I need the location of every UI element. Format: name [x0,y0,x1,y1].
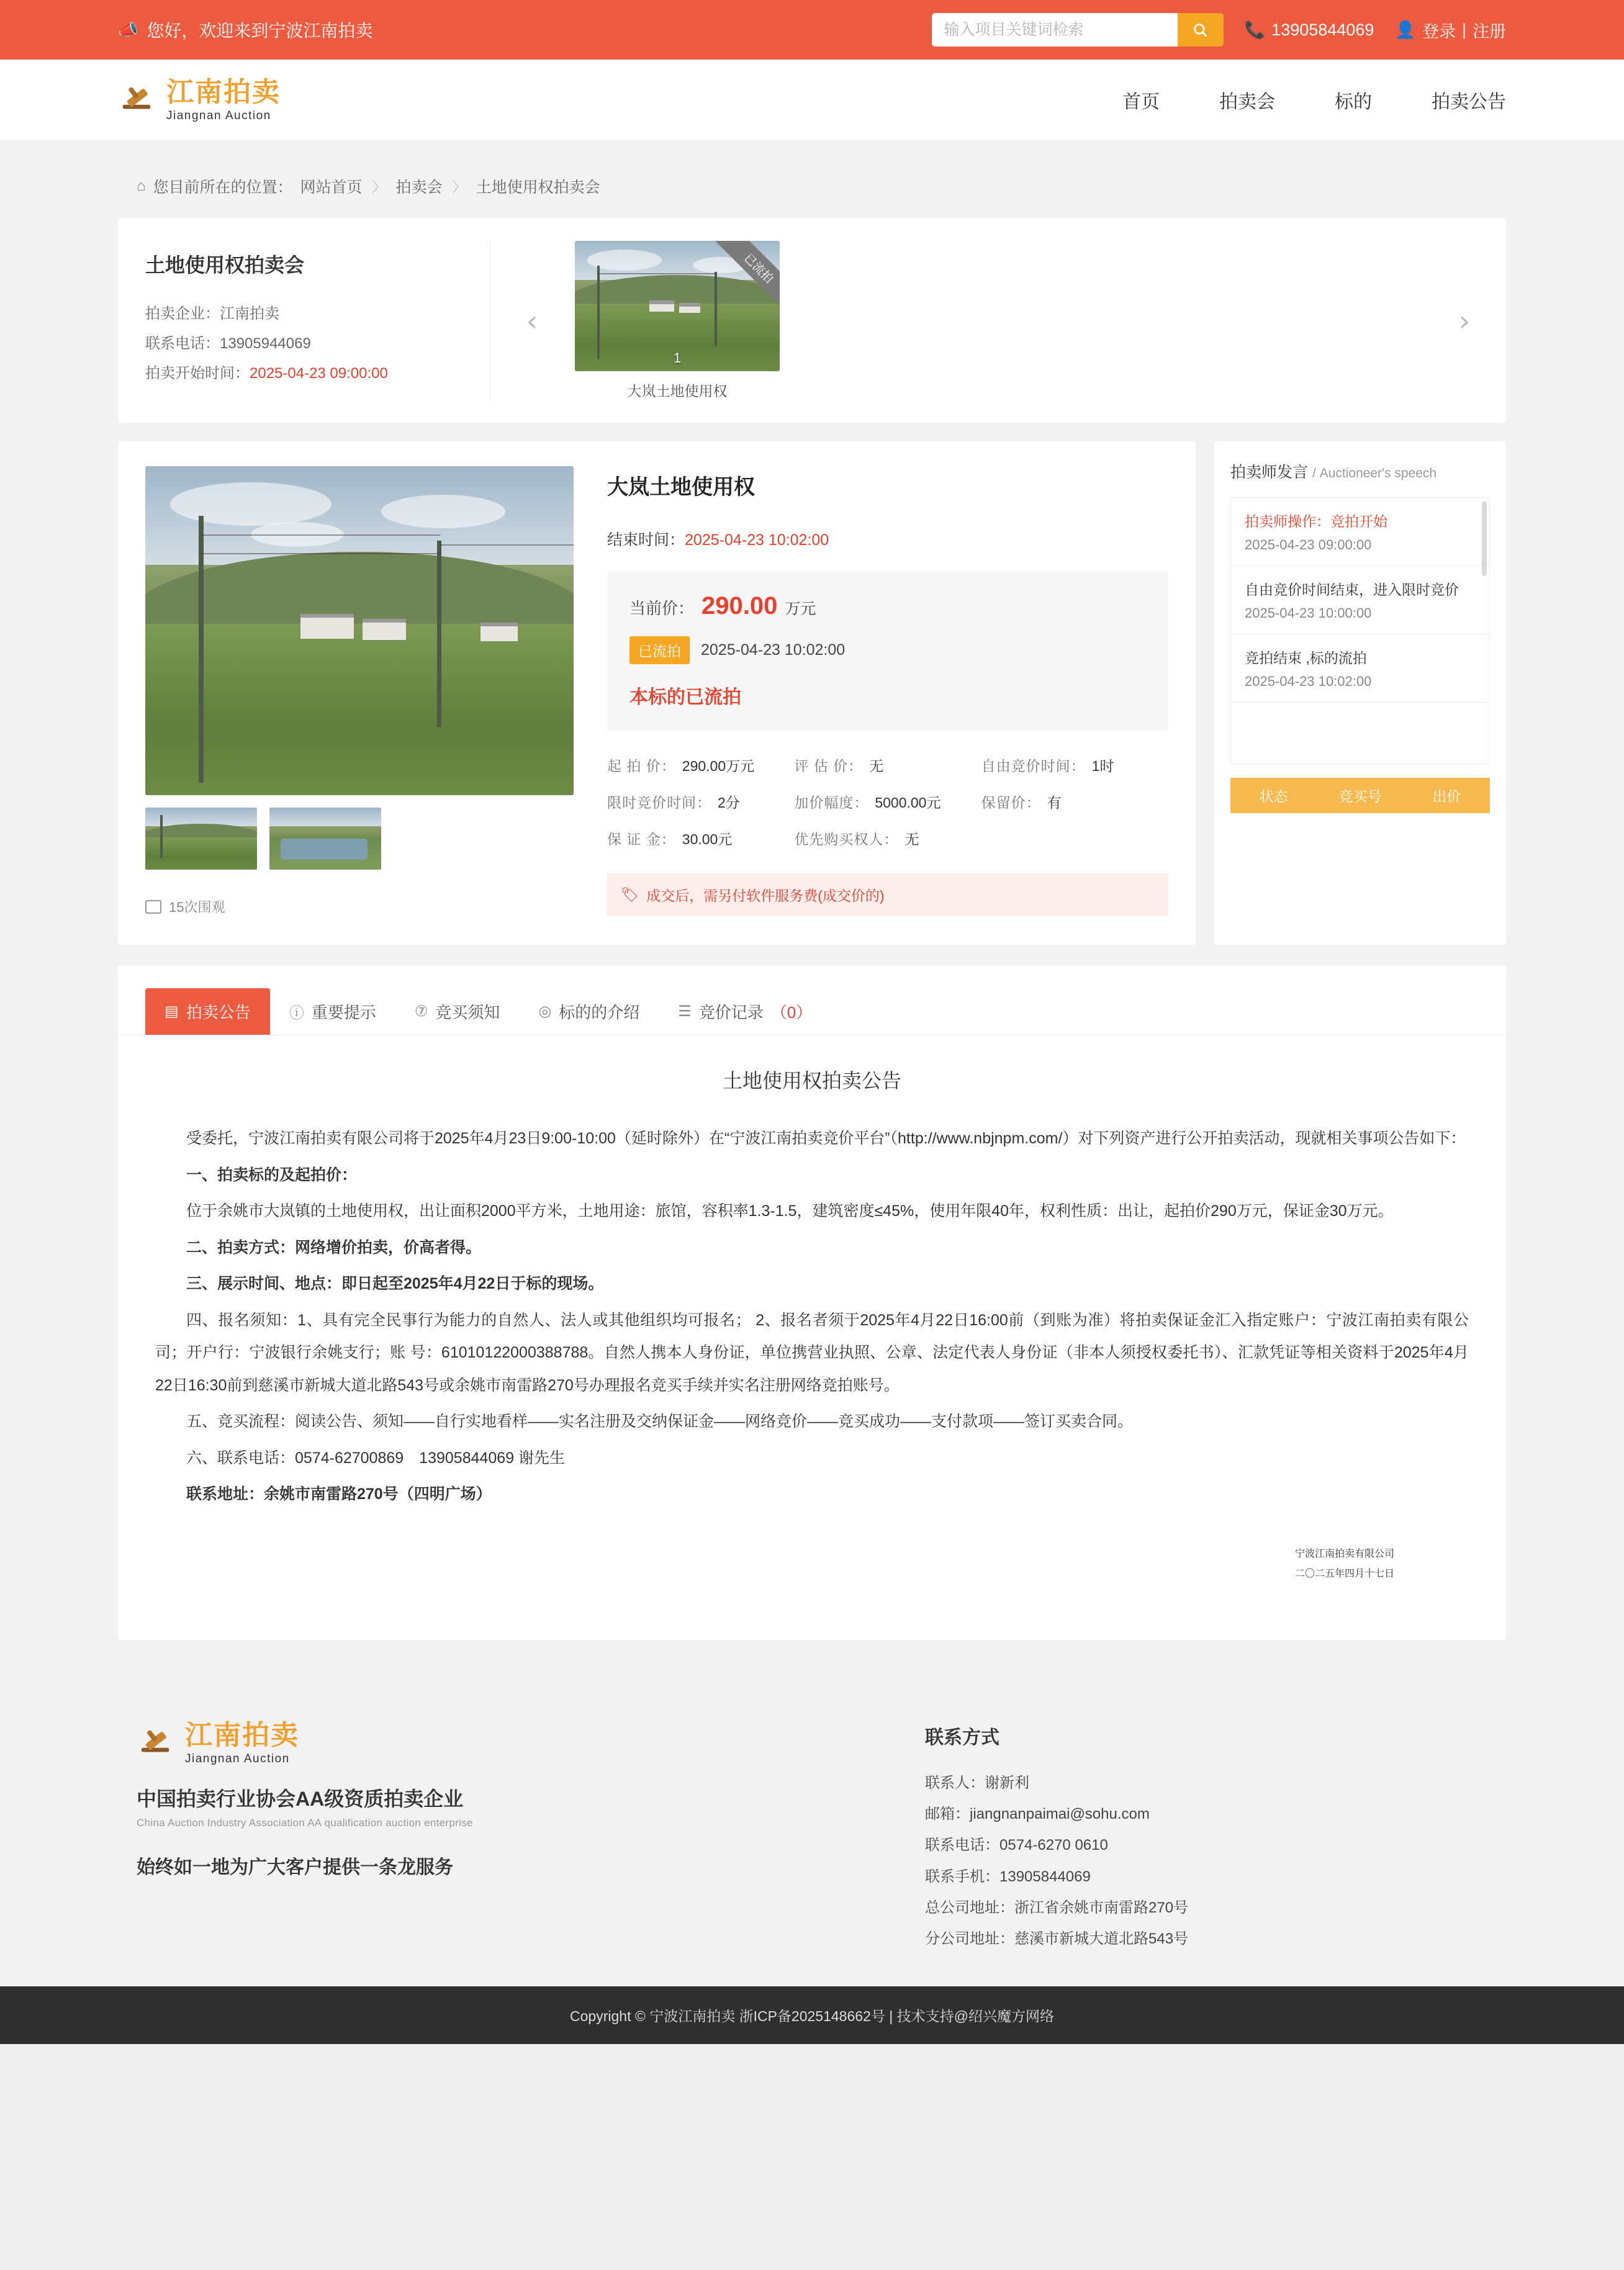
thumb-strip [575,241,780,400]
tab-bid-records[interactable] [659,988,831,1035]
breadcrumb-item-current: 土地使用权拍卖会 [476,179,600,196]
announcement-paragraph: 三、展示时间、地点：即日起至2025年4月22日于标的现场。 [186,1275,604,1292]
footer-contact-person: 联系人：谢新利 [925,1774,1029,1791]
tab-bidder-guide[interactable] [395,988,520,1035]
account-separator: | [1461,20,1466,39]
announcement-paragraph: 位于余姚市大岚镇的土地使用权，出让面积2000平方米，土地用途：旅馆，容积率1.3-1.5，建筑密度≤45%，使用年限40年，权利性质：出让，起拍价290万元，保证金30万元。 [186,1202,1394,1220]
lot-thumbnail[interactable] [269,808,381,870]
spec-item [607,791,794,812]
spec-key: 优先购买权人： [794,831,899,847]
spec-key: 限时竞价时间： [607,795,711,811]
register-link[interactable]: 注册 [1473,22,1506,41]
lot-detail-card [118,441,1196,945]
view-count [145,897,574,916]
coupon-icon: 🏷 [621,886,639,903]
tab-lot-intro[interactable] [519,988,659,1035]
footer-contact-tel: 联系电话：0574-6270 0610 [925,1837,1108,1854]
announcement-title: 土地使用权拍卖公告 [722,1070,901,1092]
footer-logo-en: Jiangnan Auction [185,1752,290,1765]
spec-key: 保 证 金： [607,831,676,847]
megaphone-icon: 📣 [118,20,138,39]
footer-contact-title: 联系方式 [925,1727,999,1748]
user-icon: 👤 [1395,20,1416,39]
breadcrumb-prefix: 您目前所在的位置： [153,179,293,196]
document-icon: ▤ [165,1003,179,1020]
search-icon [1192,22,1209,38]
welcome-text: 您好，欢迎来到宁波江南拍卖 [147,21,373,40]
session-title: 土地使用权拍卖会 [145,254,305,276]
search-button[interactable] [1178,13,1224,47]
content-inner [118,140,1506,1640]
speech-text: 竞拍结束 ,标的流拍 [1245,650,1367,666]
logo-title-cn: 江南拍卖 [166,76,281,108]
session-company-label: 拍卖企业： [145,305,220,322]
speech-time: 2025-04-23 09:00:00 [1245,537,1372,552]
session-tel-label: 联系电话： [145,335,220,352]
auctioneer-title-en: / Auctioneer's speech [1312,466,1437,480]
footer-inner [118,1719,1506,1955]
footer-logo [137,1719,925,1765]
speech-item [1231,634,1489,703]
announcement-paragraph: 二、拍卖方式：网络增价拍卖，价高者得。 [186,1238,482,1256]
question-icon: ⑦ [414,1003,428,1020]
content-area [0,140,1624,1640]
tab-label: 竞价记录 [698,1003,764,1022]
site-logo[interactable] [118,76,281,122]
footer-slogan: 始终如一地为广大客户提供一条龙服务 [137,1857,453,1878]
tab-label: 标的的介绍 [559,1003,640,1022]
speech-text: 拍卖师操作：竞拍开始 [1245,513,1387,529]
bid-col-bidder: 竞买号 [1338,788,1382,804]
spec-value: 5000.00元 [875,795,941,811]
lot-info [607,466,1168,916]
bid-table-header [1230,778,1490,813]
lot-status-line [629,636,1146,664]
lot-end-time-label: 结束时间： [607,531,685,549]
tab-important-notice[interactable] [270,988,395,1035]
speech-text: 自由竞价时间结束，进入限时竞价 [1245,582,1459,598]
phone-icon: 📞 [1244,20,1266,39]
search-box[interactable] [932,13,1224,47]
session-start-value: 2025-04-23 09:00:00 [250,365,388,382]
session-thumb-caption: 大岚土地使用权 [627,383,728,399]
tab-announcement[interactable] [145,988,270,1035]
spec-item [794,755,981,775]
session-meta [145,299,465,389]
spec-value: 30.00元 [682,831,733,847]
footer-qualification-cn: 中国拍卖行业协会AA级资质拍卖企业 [137,1787,464,1810]
hotline-number: 13905844069 [1271,20,1374,39]
copyright-text: Copyright © 宁波江南拍卖 浙ICP备2025148662号 | 技术支持@绍兴魔方网络 [570,2007,1054,2024]
site-footer [0,1677,1624,1986]
bid-col-price: 出价 [1432,788,1461,804]
gavel-icon [137,1724,175,1762]
spec-item [981,828,1168,849]
logo-text [166,76,281,122]
account-area [1395,18,1506,42]
welcome-message [118,17,372,42]
announcement-paragraph: 受委托，宁波江南拍卖有限公司将于2025年4月23日9:00-10:00（延时除外）在“宁波江南拍卖竞价平台”（http://www.nbjnpm.com/）对下列资产进行公开拍卖活动，现就相关事项公告如下： [186,1130,1466,1147]
lot-tabs-card [118,966,1506,1640]
footer-logo-text [185,1719,299,1765]
breadcrumb-item-home[interactable]: 网站首页 [300,179,363,196]
tab-label: 重要提示 [311,1003,376,1022]
site-header [0,60,1624,140]
lot-end-time [607,528,1168,550]
spec-value: 无 [869,758,884,774]
thumb-index: 1 [673,350,682,366]
speech-item [1231,498,1489,566]
footer-head-office-address: 总公司地址：浙江省余姚市南雷路270号 [925,1899,1189,1917]
breadcrumb [118,140,1506,218]
current-price [629,592,1146,620]
list-icon: ☰ [678,1003,692,1020]
speech-time: 2025-04-23 10:02:00 [1245,673,1372,689]
spec-key: 评 估 价： [794,758,864,774]
auctioneer-panel-title [1230,460,1490,482]
announcement-paragraph: 六、联系电话：0574-62700869 13905844069 谢先生 [186,1449,566,1467]
price-box [607,571,1168,731]
tab-label: 拍卖公告 [186,1003,251,1022]
spec-item [981,755,1168,775]
nav-item-lots[interactable]: 标的 [1335,92,1372,112]
current-price-value: 290.00 [701,592,778,619]
footer-logo-cn: 江南拍卖 [185,1719,299,1751]
spec-item [607,755,794,775]
status-note: 本标的已流拍 [629,687,741,708]
signature-company: 宁波江南拍卖有限公司 [1294,1548,1394,1559]
logo-title-en: Jiangnan Auction [166,109,271,122]
login-link[interactable]: 登录 [1422,22,1456,41]
bid-col-status: 状态 [1259,788,1288,804]
footer-branch-address: 分公司地址：慈溪市新城大道北路543号 [925,1930,1189,1948]
spec-key: 自由竞价时间： [981,758,1086,774]
fee-note [607,873,1168,916]
breadcrumb-separator: 〉 [452,179,466,195]
spec-key: 保留价： [981,795,1041,811]
lot-detail-row [118,441,1506,945]
spec-item [981,791,1168,812]
top-bar-right [932,13,1506,47]
auctioneer-speech-list[interactable] [1230,497,1490,764]
footer-qualification-en: China Auction Industry Association AA qualification auction enterprise [137,1816,473,1829]
lot-main-image[interactable] [145,466,574,795]
lot-gallery [145,466,574,916]
spec-value: 有 [1047,795,1062,811]
session-thumb-image [575,241,780,371]
spec-key: 加价幅度： [794,795,869,811]
lot-end-time-value: 2025-04-23 10:02:00 [685,531,829,549]
spec-item [607,828,794,849]
lot-title: 大岚土地使用权 [607,475,755,499]
session-tel-value: 13905944069 [220,335,311,352]
announcement-paragraph: 一、拍卖标的及起拍价： [186,1166,358,1184]
home-icon: ⌂ [137,178,146,194]
announcement-body [118,1035,1506,1584]
current-price-unit: 万元 [785,600,816,618]
lot-thumbnails [145,808,574,870]
session-company-value: 江南拍卖 [220,305,279,322]
top-bar [0,0,1624,60]
footer-contact [925,1722,1506,1955]
session-tel [145,329,465,359]
chevron-left-icon[interactable]: ‹ [526,304,538,338]
status-time: 2025-04-23 10:02:00 [701,641,846,659]
session-thumb-carousel [490,241,1506,400]
hotline [1245,20,1374,40]
speech-item [1231,566,1489,634]
speech-scrollbar[interactable] [1482,502,1487,576]
session-thumb-item[interactable] [575,241,780,400]
auctioneer-panel [1214,441,1506,945]
spec-item [794,791,981,812]
nav-item-home[interactable]: 首页 [1122,92,1160,112]
spec-key: 起 拍 价： [607,758,676,774]
breadcrumb-separator: 〉 [372,179,386,195]
spec-value: 290.00万元 [682,758,755,774]
spec-value: 无 [904,831,919,847]
footer-contact-mobile: 联系手机：13905844069 [925,1868,1091,1885]
footer-contact-email: 邮箱：jiangnanpaimai@sohu.com [925,1805,1150,1822]
breadcrumb-item-auctions[interactable]: 拍卖会 [395,179,443,196]
nav-item-auctions[interactable]: 拍卖会 [1219,92,1275,112]
bid-record-count: （0） [770,1003,813,1022]
view-count-text: 15次围观 [169,899,225,915]
status-badge: 已流拍 [705,241,780,315]
main-nav [1122,86,1506,114]
gavel-icon [118,81,156,119]
search-input[interactable] [932,13,1178,47]
spec-value: 2分 [718,795,740,811]
nav-item-announcements[interactable]: 拍卖公告 [1432,92,1506,112]
speech-time: 2025-04-23 10:00:00 [1245,605,1372,621]
auctioneer-title-cn: 拍卖师发言 [1230,464,1309,481]
session-company [145,299,465,329]
announcement-paragraph: 四、报名须知：1、具有完全民事行为能力的自然人、法人或其他组织均可报名； 2、报名者须于2025年4月22日16:00前（到账为准）将拍卖保证金汇入指定账户：宁波江南拍卖有限公司；开户行：宁波银行余姚支行；账 号：61010122000388788。自然人携本人身份证，单位携营业执照、公章、法定代表人身份证（非本人须授权委托书）、汇款凭证等相关资料于2025年4月22日16:30前到慈溪市新城大道北路543号或余姚市南雷路270号办理报名竞买手续并实名注册网络竞拍账号。 [155,1311,1469,1394]
session-start-label: 拍卖开始时间： [145,365,250,382]
copyright-bar [0,1986,1624,2044]
fee-note-text: 成交后，需另付软件服务费(成交价的) [646,888,885,904]
info-icon: ⓘ [289,1005,304,1022]
lot-specs [607,755,1168,849]
session-start [145,359,465,389]
current-price-label: 当前价： [629,599,695,618]
target-icon: ◎ [538,1003,552,1020]
session-info [118,241,490,400]
footer-left [118,1719,925,1955]
announcement-signature [155,1544,1469,1584]
spec-item [794,828,981,849]
tab-label: 竞买须知 [435,1003,500,1022]
spec-value: 1时 [1091,758,1114,774]
chevron-right-icon[interactable]: › [1458,304,1471,338]
views-icon [145,900,161,914]
lot-thumbnail[interactable] [145,808,257,870]
auction-session-card [118,218,1506,423]
lot-tabs [118,966,1506,1035]
announcement-paragraph: 联系地址：余姚市南雷路270号（四明广场） [186,1485,492,1503]
announcement-paragraph: 五、竞买流程：阅读公告、须知——自行实地看样——实名注册及交纳保证金——网络竞价——竞买成功——支付款项——签订买卖合同。 [186,1413,1134,1430]
signature-date: 二〇二五年四月十七日 [1294,1568,1394,1579]
status-badge: 已流拍 [629,636,690,664]
